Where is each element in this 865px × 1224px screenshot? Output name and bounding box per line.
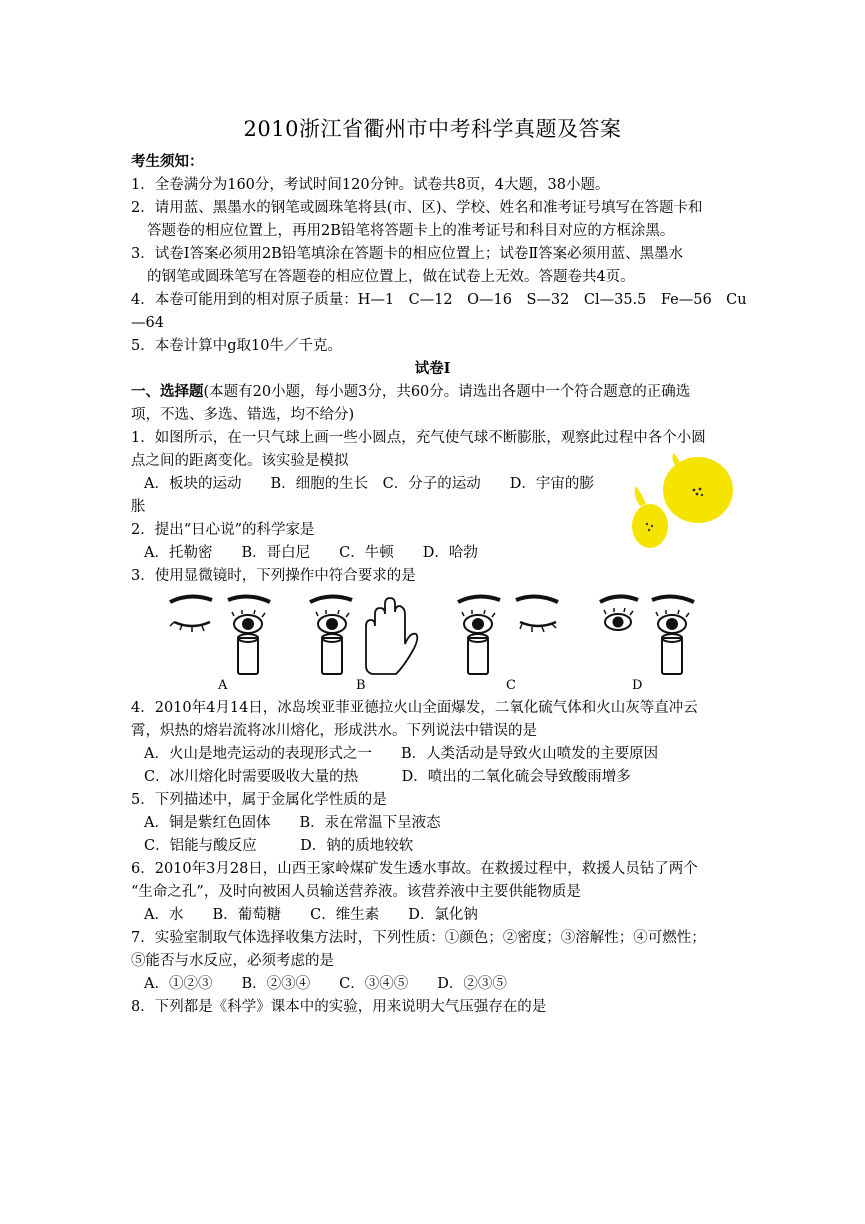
- question-5-options-2: C．铝能与酸反应 D．钠的质地较软: [144, 838, 414, 854]
- question-7-cont: ⑤能否与水反应，必须考虑的是: [131, 953, 334, 969]
- question-7-options: A．①②③ B．②③④ C．③④⑤ D．②③⑤: [144, 976, 507, 992]
- notice-item-4-cont: —64: [131, 315, 164, 331]
- question-6-cont: “生命之孔”，及时向被困人员输送营养液。该营养液中主要供能物质是: [131, 884, 581, 900]
- notice-item-3-cont: 的钢笔或圆珠笔写在答题卷的相应位置上，做在试卷上无效。答题卷共4页。: [147, 269, 635, 285]
- notice-item-4: 4．本卷可能用到的相对原子质量：H—1 C—12 O—16 S—32 Cl—35.5 Fe—56 Cu: [131, 292, 747, 308]
- question-5-options-1: A．铜是紫红色固体 B．汞在常温下呈液态: [144, 815, 441, 831]
- question-2-options: A．托勒密 B．哥白尼 C．牛顿 D．哈勃: [144, 545, 478, 561]
- question-1: 1．如图所示，在一只气球上画一些小圆点，充气使气球不断膨胀，观察此过程中各个小圆: [131, 430, 706, 446]
- part1-desc: (本题有20小题，每小题3分，共60分。请选出各题中一个符合题意的正确选: [203, 384, 691, 400]
- question-6-options: A．水 B．葡萄糖 C．维生素 D．氯化钠: [144, 907, 478, 923]
- part1-label: 一、选择题: [131, 383, 204, 400]
- figure-label-c: C: [506, 678, 516, 693]
- question-4-cont: 霄，炽热的熔岩流将冰川熔化，形成洪水。下列说法中错误的是: [131, 723, 537, 739]
- question-1-cont: 点之间的距离变化。该实验是模拟: [131, 453, 349, 469]
- figure-label-d: D: [632, 678, 643, 693]
- figure-label-a: A: [218, 678, 228, 693]
- question-3: 3．使用显微镜时，下列操作中符合要求的是: [131, 568, 416, 584]
- part1-heading: [131, 381, 736, 403]
- part1-desc-cont: 项，不选、多选、错选，均不给分): [131, 407, 355, 423]
- page-title: 2010浙江省衢州市中考科学真题及答案: [243, 117, 622, 141]
- notice-heading: 考生须知：: [131, 153, 204, 170]
- question-8: 8．下列都是《科学》课本中的实验，用来说明大气压强存在的是: [131, 999, 547, 1015]
- question-2: 2．提出“日心说”的科学家是: [131, 522, 315, 538]
- notice-item-1: 1．全卷满分为160分，考试时间120分钟。试卷共8页，4大题，38小题。: [131, 177, 610, 193]
- eye-diagram-icon: [160, 586, 704, 696]
- question-4-options-2: C．冰川熔化时需要吸收大量的热 D．喷出的二氧化硫会导致酸雨增多: [144, 769, 631, 785]
- microscope-eyes-illustration: [160, 586, 704, 696]
- section-title: 试卷Ⅰ: [414, 360, 451, 377]
- notice-item-2: 2．请用蓝、黑墨水的钢笔或圆珠笔将县(市、区)、学校、姓名和准考证号填写在答题卡和: [131, 200, 703, 216]
- question-4: 4．2010年4月14日，冰岛埃亚菲亚德拉火山全面爆发，二氧化硫气体和火山灰等直冲云: [131, 700, 698, 716]
- question-1-options: A．板块的运动 B．细胞的生长 C．分子的运动 D．宇宙的膨: [144, 476, 594, 492]
- figure-label-b: B: [356, 678, 366, 693]
- question-7: 7．实验室制取气体选择收集方法时，下列性质：①颜色；②密度；③溶解性；④可燃性；: [131, 930, 706, 946]
- notice-item-5: 5．本卷计算中g取10牛／千克。: [131, 338, 342, 354]
- question-4-options-1: A．火山是地壳运动的表现形式之一 B．人类活动是导致火山喷发的主要原因: [144, 746, 659, 762]
- notice-item-3: 3．试卷Ⅰ答案必须用2B铅笔填涂在答题卡的相应位置上；试卷Ⅱ答案必须用蓝、黑墨水: [131, 246, 684, 262]
- notice-item-2-cont: 答题卷的相应位置上，再用2B铅笔将答题卡上的准考证号和科目对应的方框涂黑。: [147, 223, 675, 239]
- question-5: 5．下列描述中，属于金属化学性质的是: [131, 792, 387, 808]
- question-1-options-cont: 胀: [131, 499, 146, 515]
- question-6: 6．2010年3月28日，山西王家岭煤矿发生透水事故。在救援过程中，救援人员钻了两个: [131, 861, 698, 877]
